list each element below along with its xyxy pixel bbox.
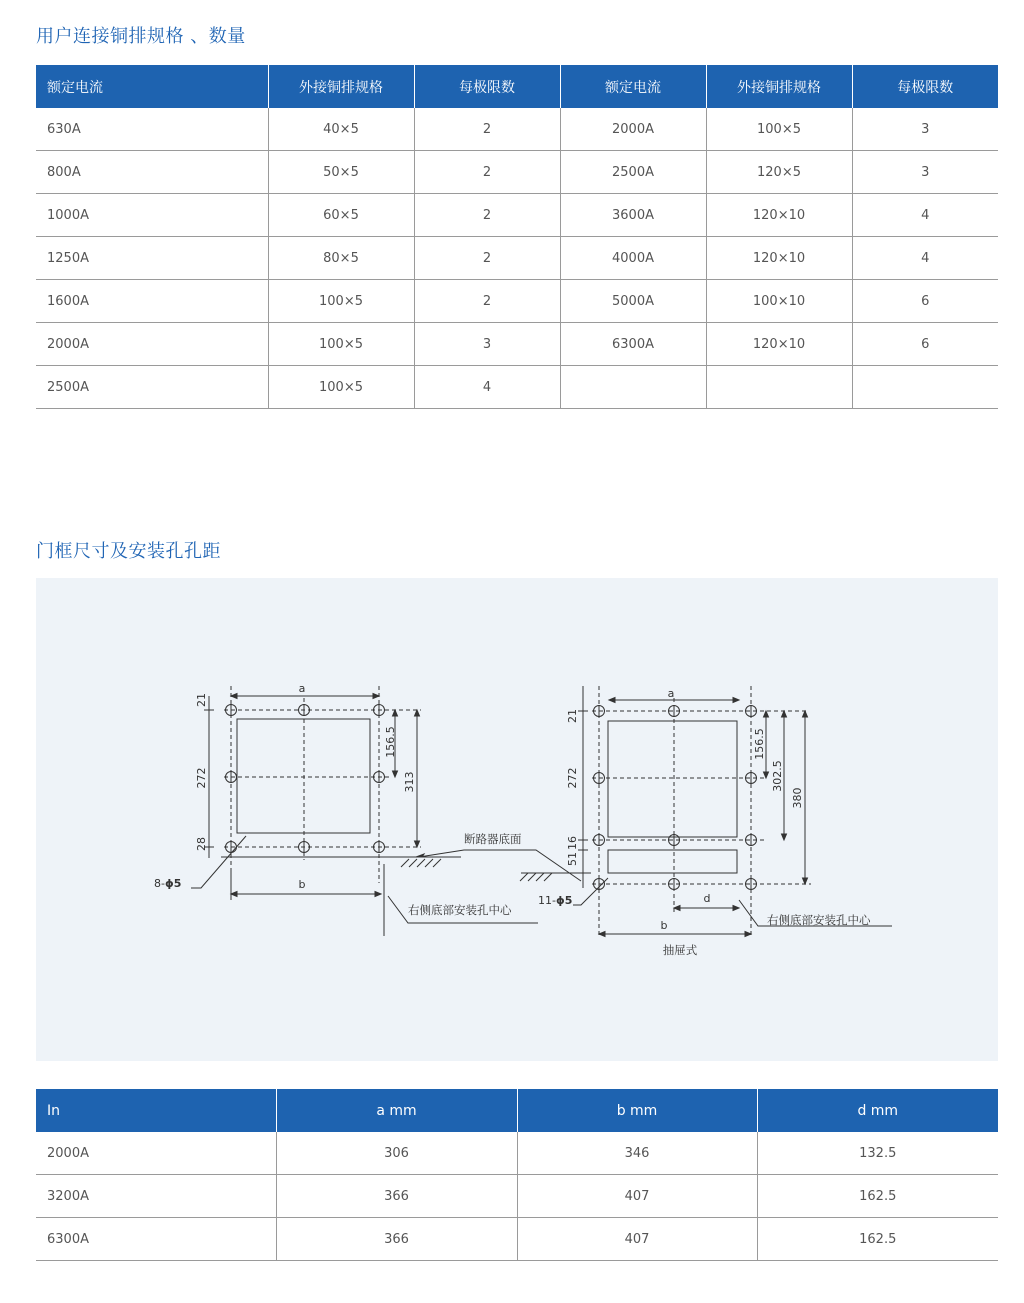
table-cell: 120×10 [706, 194, 852, 237]
column-header: In [36, 1089, 276, 1132]
table-cell [706, 366, 852, 409]
table-cell: 346 [517, 1132, 757, 1175]
left-dim-a-label: a [298, 682, 306, 695]
column-header: d mm [757, 1089, 998, 1132]
table-cell: 100×5 [706, 108, 852, 151]
table-row [36, 280, 998, 323]
right-dim-302-5: 302.5 [771, 760, 784, 792]
table-row [36, 366, 998, 409]
left-frame-diagram [154, 682, 538, 936]
table-cell: 2 [414, 108, 560, 151]
left-dim-21: 21 [195, 693, 208, 707]
right-frame-diagram [538, 686, 892, 957]
table-cell: 4 [414, 366, 560, 409]
table-row [36, 323, 998, 366]
table-cell: 407 [517, 1175, 757, 1218]
table-cell: 100×5 [268, 323, 414, 366]
table-cell: 4000A [560, 237, 706, 280]
table-cell: 40×5 [268, 108, 414, 151]
column-header: 每极限数 [414, 65, 560, 108]
column-header: 外接铜排规格 [706, 65, 852, 108]
right-holes-leader [573, 878, 608, 905]
table-cell: 3 [414, 323, 560, 366]
table-cell: 6 [852, 280, 998, 323]
table-cell: 80×5 [268, 237, 414, 280]
table-cell: 2000A [36, 323, 268, 366]
table-cell: 3 [852, 151, 998, 194]
right-right-center-label: 右侧底部安装孔中心 [767, 913, 871, 927]
table-cell: 2 [414, 194, 560, 237]
left-hatching [401, 859, 441, 867]
right-holes-label: 11-ϕ5 [538, 894, 573, 907]
left-mounting-holes [226, 704, 385, 853]
busbar-section-title: 用户连接铜排规格 、数量 [36, 26, 246, 47]
door-frame-section-title: 门框尺寸及安装孔孔距 [36, 541, 221, 562]
drawer-type-caption: 抽屉式 [662, 943, 698, 957]
table-header-row [36, 65, 998, 108]
table-row [36, 1132, 998, 1175]
column-header: 额定电流 [560, 65, 706, 108]
table-cell: 60×5 [268, 194, 414, 237]
table-cell: 6 [852, 323, 998, 366]
breaker-bottom-label: 断路器底面 [464, 832, 522, 846]
table-cell: 50×5 [268, 151, 414, 194]
table-cell: 1000A [36, 194, 268, 237]
table-cell: 2500A [36, 366, 268, 409]
column-header: a mm [276, 1089, 517, 1132]
mounting-diagram-panel [36, 578, 998, 1061]
right-mounting-holes [594, 705, 757, 890]
right-dim-21: 21 [566, 709, 579, 723]
left-dim-272: 272 [195, 767, 208, 789]
table-cell: 3200A [36, 1175, 276, 1218]
table-cell: 2500A [560, 151, 706, 194]
table-cell: 3600A [560, 194, 706, 237]
right-dim-272: 272 [566, 767, 579, 789]
table-cell: 630A [36, 108, 268, 151]
right-dim-a-label: a [667, 687, 675, 700]
left-right-center-label: 右侧底部安装孔中心 [408, 903, 512, 917]
right-door-frame [608, 721, 737, 837]
table-cell: 2 [414, 237, 560, 280]
table-cell: 100×5 [268, 366, 414, 409]
column-header: 额定电流 [36, 65, 268, 108]
table-cell: 3 [852, 108, 998, 151]
table-cell: 407 [517, 1218, 757, 1261]
table-cell: 5000A [560, 280, 706, 323]
left-dim-313: 313 [403, 771, 416, 793]
table-cell: 2000A [560, 108, 706, 151]
table-row [36, 1175, 998, 1218]
table-cell: 162.5 [757, 1218, 998, 1261]
table-cell: 4 [852, 237, 998, 280]
right-dim-d-label: d [703, 892, 711, 905]
breaker-bottom-leader [419, 850, 581, 881]
table-cell: 100×5 [268, 280, 414, 323]
table-cell: 306 [276, 1132, 517, 1175]
drawer-frame [608, 850, 737, 873]
table-cell: 100×10 [706, 280, 852, 323]
table-cell: 6300A [36, 1218, 276, 1261]
mounting-diagram [36, 578, 998, 1061]
column-header: 外接铜排规格 [268, 65, 414, 108]
table-cell: 6300A [560, 323, 706, 366]
table-cell: 2 [414, 280, 560, 323]
table-cell: 120×10 [706, 237, 852, 280]
left-dim-b-label: b [298, 878, 306, 891]
table-cell: 366 [276, 1175, 517, 1218]
table-cell: 162.5 [757, 1175, 998, 1218]
table-header-row [36, 1089, 998, 1132]
table-cell [560, 366, 706, 409]
right-dim-16: 16 [566, 836, 579, 850]
right-dim-51: 51 [566, 852, 579, 866]
busbar-spec-table [36, 65, 998, 409]
table-row [36, 151, 998, 194]
right-dim-b-label: b [660, 919, 668, 932]
table-row [36, 194, 998, 237]
column-header: b mm [517, 1089, 757, 1132]
table-cell [852, 366, 998, 409]
table-cell: 120×5 [706, 151, 852, 194]
table-row [36, 108, 998, 151]
dimension-table [36, 1089, 998, 1261]
table-cell: 1600A [36, 280, 268, 323]
table-cell: 1250A [36, 237, 268, 280]
table-cell: 800A [36, 151, 268, 194]
table-cell: 366 [276, 1218, 517, 1261]
table-cell: 120×10 [706, 323, 852, 366]
right-dim-380: 380 [791, 787, 804, 809]
table-cell: 2000A [36, 1132, 276, 1175]
table-cell: 4 [852, 194, 998, 237]
left-dim-156-5: 156.5 [384, 726, 397, 758]
left-dim-28: 28 [195, 837, 208, 851]
table-row [36, 237, 998, 280]
table-row [36, 1218, 998, 1261]
column-header: 每极限数 [852, 65, 998, 108]
left-holes-label: 8-ϕ5 [154, 877, 182, 890]
table-cell: 132.5 [757, 1132, 998, 1175]
right-hatching [520, 873, 552, 881]
right-dim-156-5: 156.5 [753, 728, 766, 760]
table-cell: 2 [414, 151, 560, 194]
